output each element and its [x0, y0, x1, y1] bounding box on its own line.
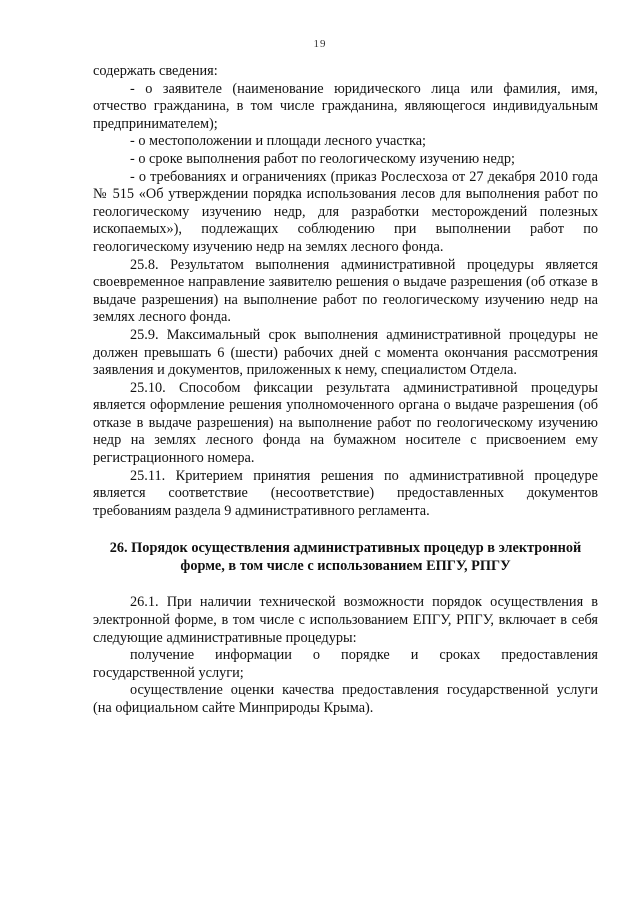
paragraph-25-11: 25.11. Критерием принятия решения по административной процедуре является соответствие (несоответствие) предоставленных документов требованиям раздела 9 административного регламента. — [93, 467, 598, 519]
paragraph-25-8: 25.8. Результатом выполнения административной процедуры является своевременное направление заявителю решения о выдаче разрешения (об отказе в выдаче разрешения) на выполнение работ по геологическому изучению недр на землях лесного фонда. — [93, 256, 598, 326]
paragraph-25-10: 25.10. Способом фиксации результата административной процедуры является оформление решения уполномоченного органа о выдаче разрешения (об отказе в выдаче разрешения) на выполнение работ по геологическому изучению недр на землях лесного фонда на бумажном носителе с присвоением ему регистрационного номера. — [93, 379, 598, 467]
list-item-applicant: - о заявителе (наименование юридического лица или фамилия, имя, отчество гражданина, в том числе гражданина, являющегося индивидуальным предпринимателем); — [93, 80, 598, 132]
document-body — [93, 63, 598, 718]
list-item-work-period: - о сроке выполнения работ по геологическому изучению недр; — [130, 150, 516, 167]
paragraph-26-1: 26.1. При наличии технической возможности порядок осуществления в электронной форме, в том числе с использованием ЕПГУ, РПГУ, включает в себя следующие административные процедуры: — [93, 594, 598, 646]
paragraph: содержать сведения: — [93, 63, 218, 79]
list-item-location: - о местоположении и площади лесного участка; — [130, 133, 427, 150]
list-item-information: получение информации о порядке и сроках предоставления государственной услуги; — [93, 647, 598, 681]
page-number: 19 — [313, 38, 327, 50]
paragraph-25-9: 25.9. Максимальный срок выполнения административной процедуры не должен превышать 6 (шести) рабочих дней с момента окончания рассмотрения заявления и документов, приложенных к нему, специалистом Отдела. — [93, 326, 598, 379]
section-heading: 26. Порядок осуществления административных процедур в электронной форме, в том числе с использованием ЕПГУ, РПГУ — [109, 540, 582, 575]
list-item-requirements: - о требованиях и ограничениях (приказ Рослесхоза от 27 декабря 2010 года № 515 «Об утверждении порядка использования лесов для выполнения работ по геологическому изучению недр, для разработки месторождений полезных ископаемых»), подлежащих соблюдению при выполнении работ по геологическому изучению недр на землях лесного фонда. — [93, 168, 598, 255]
list-item-quality-assessment: осуществление оценки качества предоставления государственной услуги (на официальном сайте Минприроды Крыма). — [93, 682, 598, 716]
